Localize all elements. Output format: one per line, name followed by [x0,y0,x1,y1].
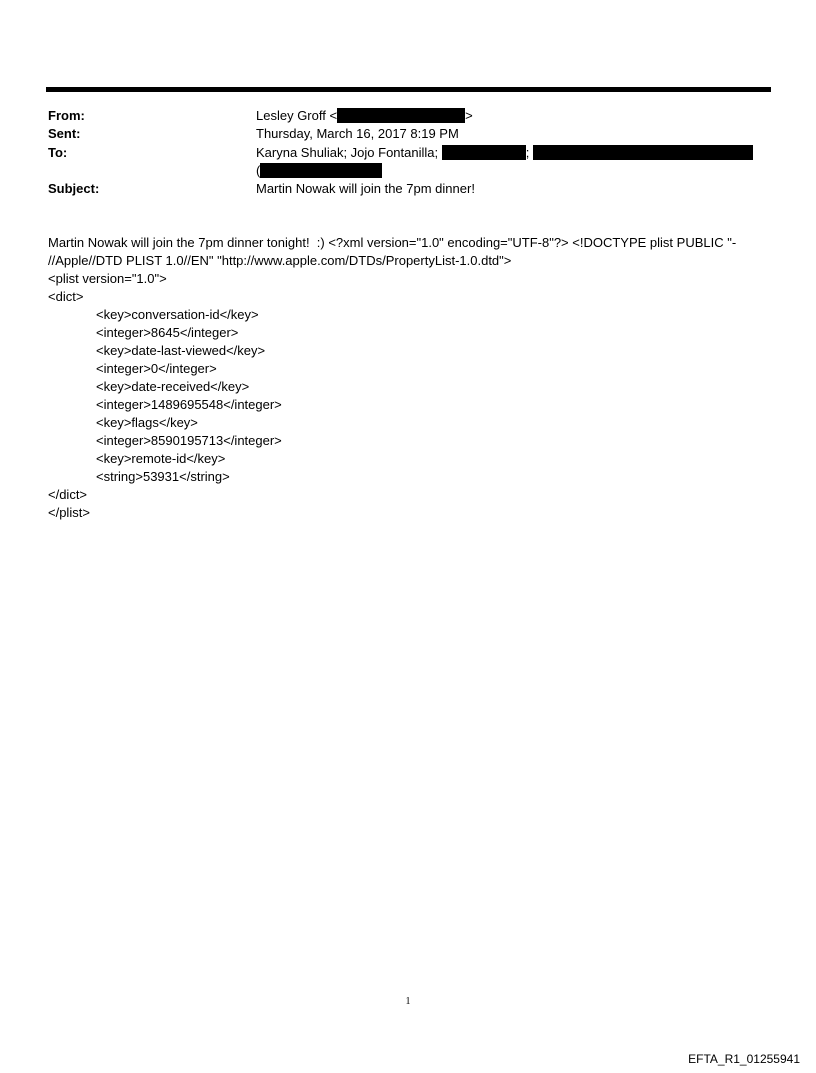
body-line: <string>53931</string> [96,469,230,484]
sent-label: Sent: [48,126,81,141]
from-value [256,108,473,123]
body-line: <key>date-received</key> [96,379,250,394]
redaction-box [337,108,465,123]
body-line: <integer>1489695548</integer> [96,397,282,412]
body-line: <dict> [48,289,84,304]
sent-value: Thursday, March 16, 2017 8:19 PM [256,126,459,141]
body-line: </dict> [48,487,88,502]
subject-value: Martin Nowak will join the 7pm dinner! [256,181,475,196]
document-id: EFTA_R1_01255941 [688,1052,800,1066]
page-number: 1 [405,996,411,1007]
header-rule [46,87,771,92]
body-line: Martin Nowak will join the 7pm dinner tonight! :) <?xml version="1.0" encoding="UTF-8"?> <!DOCTYPE plist PUBLIC "- [48,235,737,250]
redaction-box [260,163,382,178]
redaction-box [533,145,753,160]
redaction-box [442,145,526,160]
email-body [48,234,778,522]
body-line: <plist version="1.0"> [48,271,167,286]
to-label: To: [48,145,68,160]
body-line: <key>conversation-id</key> [96,307,259,322]
to-names: Karyna Shuliak; Jojo Fontanilla; [256,145,439,160]
from-label: From: [48,108,85,123]
body-line: </plist> [48,505,90,520]
to-paren: ( [256,163,261,178]
body-line: <key>flags</key> [96,415,198,430]
to-separator: ; [525,145,530,160]
to-value-cont [256,163,382,178]
body-line: <key>remote-id</key> [96,451,226,466]
from-name: Lesley Groff < [256,108,338,123]
body-line: <integer>8590195713</integer> [96,433,282,448]
to-value [256,145,753,160]
body-line: //Apple//DTD PLIST 1.0//EN" "http://www.apple.com/DTDs/PropertyList-1.0.dtd"> [48,253,512,268]
from-close: > [465,108,473,123]
body-line: <key>date-last-viewed</key> [96,343,266,358]
body-line: <integer>8645</integer> [96,325,239,340]
body-line: <integer>0</integer> [96,361,217,376]
subject-label: Subject: [48,181,100,196]
